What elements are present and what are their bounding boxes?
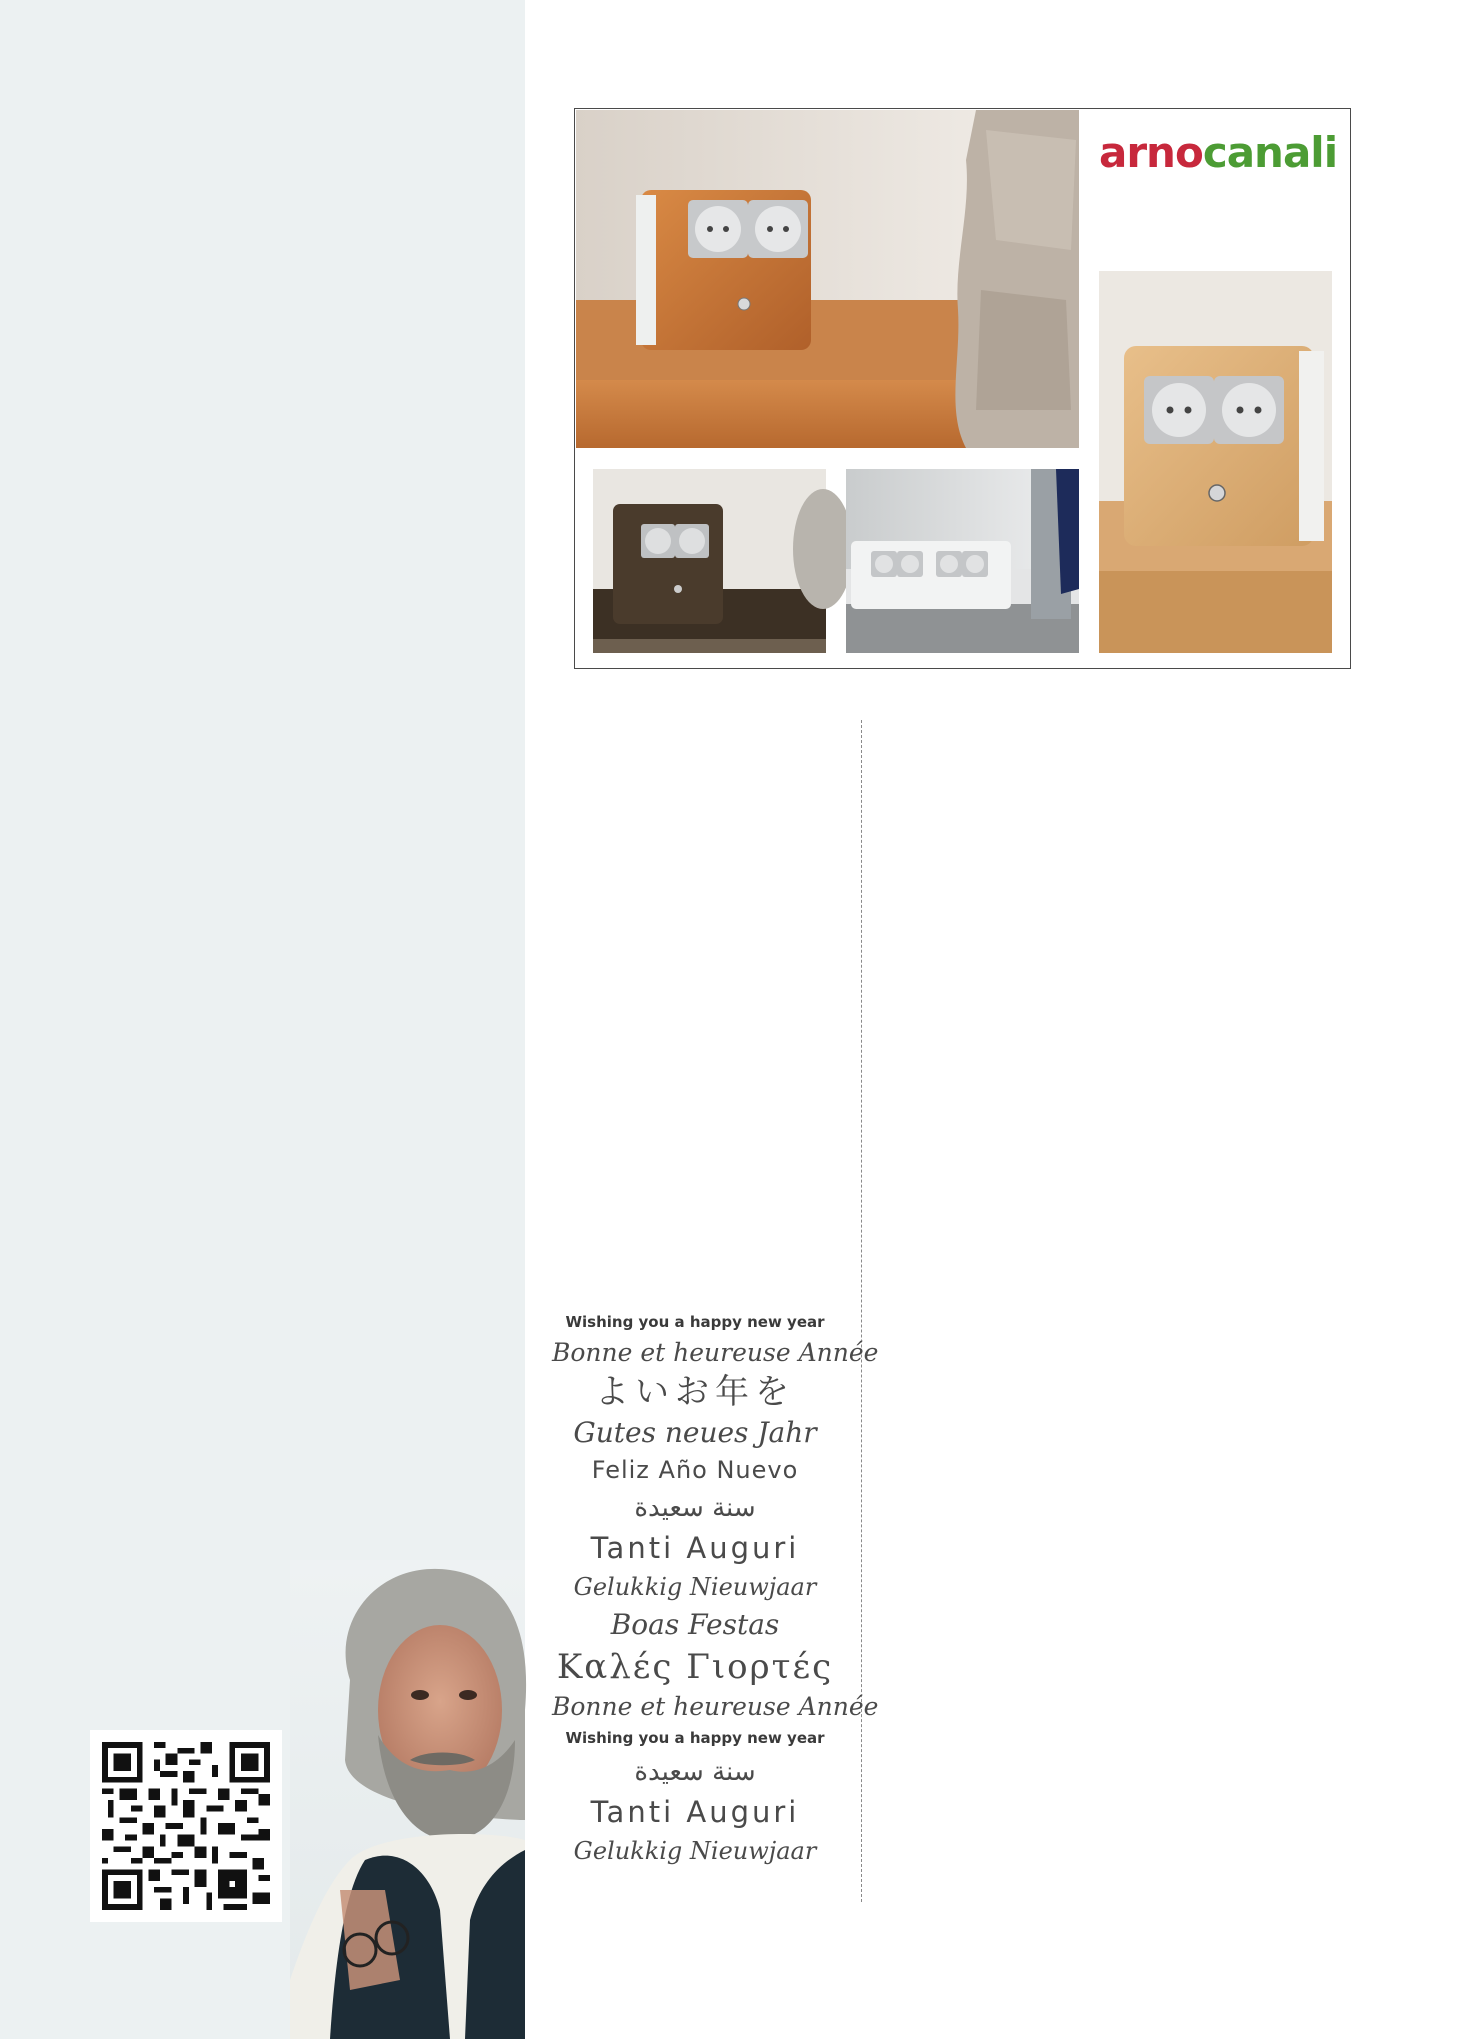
greeting-line: Boas Festas [610, 1608, 780, 1641]
photo-maple-socket [1099, 271, 1332, 653]
brand-logo-part2: canali [1202, 128, 1338, 177]
product-card [574, 108, 1351, 669]
greeting-line: Bonne et heureuse Année [552, 1692, 879, 1721]
new-year-greetings [552, 1308, 879, 1870]
greeting-line: Bonne et heureuse Année [552, 1338, 879, 1367]
portrait-photo [290, 1560, 525, 2039]
photo-white-socket [846, 469, 1079, 653]
greeting-line: سنة سعيدة [634, 1757, 756, 1787]
qr-code[interactable] [90, 1730, 282, 1922]
greeting-line: Gelukkig Nieuwjaar [573, 1573, 817, 1601]
photo-dark-socket [593, 469, 826, 653]
greeting-line: Wishing you a happy new year [565, 1313, 825, 1331]
greeting-line: Καλές Γιορτές [556, 1647, 834, 1687]
greeting-line: Gutes neues Jahr [573, 1416, 817, 1449]
qr-code-icon [102, 1742, 270, 1910]
greeting-line: Feliz Año Nuevo [591, 1456, 799, 1484]
photo-wood-socket-main [576, 110, 1079, 448]
greeting-line: よいお年を [595, 1372, 795, 1412]
left-sidebar-panel [0, 0, 525, 2039]
brand-logo [1099, 123, 1338, 183]
greeting-line: Tanti Auguri [590, 1795, 800, 1829]
brand-logo-part1: arno [1099, 128, 1203, 177]
dashed-divider [861, 720, 862, 1902]
greeting-line: سنة سعيدة [634, 1493, 756, 1523]
greeting-line: Wishing you a happy new year [565, 1729, 825, 1747]
greeting-line: Gelukkig Nieuwjaar [573, 1837, 817, 1865]
greeting-line: Tanti Auguri [590, 1531, 800, 1565]
